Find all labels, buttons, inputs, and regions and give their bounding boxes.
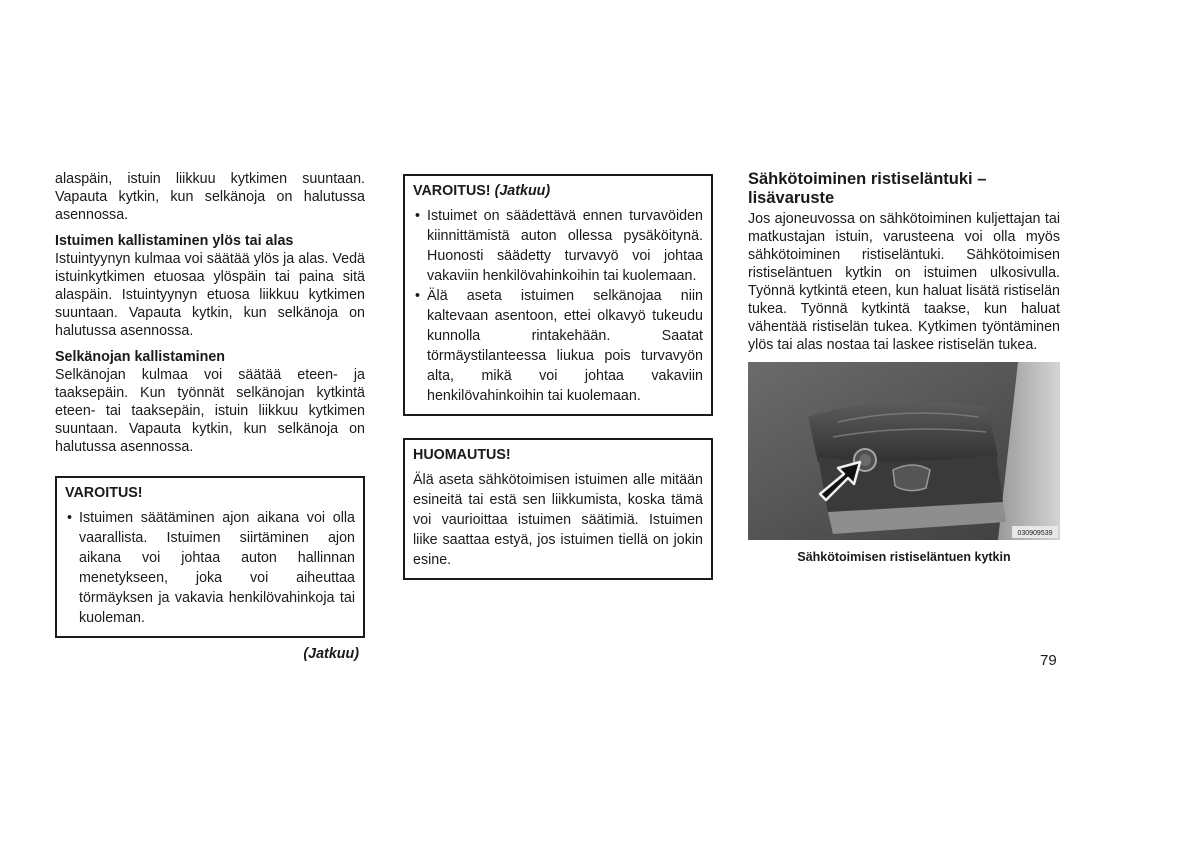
warning-continued-label: (Jatkuu) xyxy=(494,183,551,199)
warning-item: • Istuimen säätäminen ajon aikana voi olla vaarallista. Istuimen siirtäminen ajon aikana voi johtaa auton hallinnan menetykseen, joka voi aiheuttaa törmäyksen ja vakavia henkilövahinkoja tai kuoleman. xyxy=(65,508,355,628)
continued-label: (Jatkuu) xyxy=(303,646,359,662)
paragraph-seat-tilt: Istuintyynyn kulmaa voi säätää ylös ja alas. Vedä istuinkytkimen etuosaa ylöspäin tai paina sitä alaspäin. Istuintyynyn etuosa liikkuu kytkimen suuntaan. Vapauta kytkin, kun selkänoja on halutussa asennossa. xyxy=(55,251,365,339)
warning-box-continued xyxy=(403,174,713,416)
note-box xyxy=(403,438,713,580)
heading-seat-tilt: Istuimen kallistaminen ylös tai alas xyxy=(55,233,294,249)
warning-box xyxy=(55,476,365,638)
note-text: Älä aseta sähkötoimisen istuimen alle mitään esineitä tai estä sen liikkumista, koska tämä voi vaurioittaa istuimen säätimiä. Istuimen liike saattaa estyä, jos istuimen tiellä on jokin esine. xyxy=(413,472,703,568)
warning-list xyxy=(65,508,355,628)
image-code: 030909539 xyxy=(1017,530,1053,537)
intro-paragraph: alaspäin, istuin liikkuu kytkimen suuntaan. Vapauta kytkin, kun selkänoja on halutussa asennossa. xyxy=(55,171,365,223)
photo-caption: Sähkötoimisen ristiseläntuen kytkin xyxy=(797,550,1011,564)
section-title xyxy=(748,170,1060,208)
warning-list xyxy=(413,206,703,406)
warning-title: VAROITUS! xyxy=(65,485,143,501)
warning-title-continued xyxy=(413,182,703,200)
section-title-line1: Sähkötoiminen ristiseläntuki – xyxy=(748,170,987,188)
column-middle xyxy=(403,174,713,580)
warning-item: • Istuimet on säädettävä ennen turvavöiden kiinnittämistä auton ollessa pysäköitynä. Huonosti säädetty turvavyö voi johtaa vakaviin henkilövahinkoihin tai kuolemaan. xyxy=(413,206,703,286)
seat-photo-illustration xyxy=(748,362,1060,540)
column-left xyxy=(55,170,365,662)
warning-title-text: VAROITUS! xyxy=(413,183,491,199)
column-right xyxy=(748,170,1060,564)
section-paragraph: Jos ajoneuvossa on sähkötoiminen kuljettajan tai matkustajan istuin, varusteena voi olla myös sähkötoiminen ristiseläntuki. Sähkötoimisen ristiseläntuen kytkin on istuimen ulkosivulla. Työnnä kytkintä eteen, kun haluat lisätä ristiselän tukea. Työnnä kytkintä taakse, kun haluat vähentää ristiselän tukea. Kytkimen työntäminen ylös tai alas nostaa tai laskee ristiselän tukea. xyxy=(748,211,1060,353)
seat-switch-photo xyxy=(748,362,1060,540)
note-title: HUOMAUTUS! xyxy=(413,447,511,463)
heading-backrest-recline: Selkänojan kallistaminen xyxy=(55,349,226,365)
warning-item: • Älä aseta istuimen selkänojaa niin kaltevaan asentoon, ettei olkavyö tukeudu kunnolla rintakehään. Saatat törmäystilanteessa liukua pois turvavyön alta, mikä voi johtaa vakaviin henkilövahinkoihin tai kuolemaan. xyxy=(413,286,703,406)
section-title-line2: lisävaruste xyxy=(748,189,835,207)
paragraph-backrest-recline: Selkänojan kulmaa voi säätää eteen- ja taaksepäin. Kun työnnät selkänojan kytkintä eteen- tai taaksepäin, istuin liikkuu kytkimen suuntaan. Vapauta kytkin, kun selkänoja on halutussa asennossa. xyxy=(55,367,365,455)
page-number: 79 xyxy=(1040,652,1057,669)
